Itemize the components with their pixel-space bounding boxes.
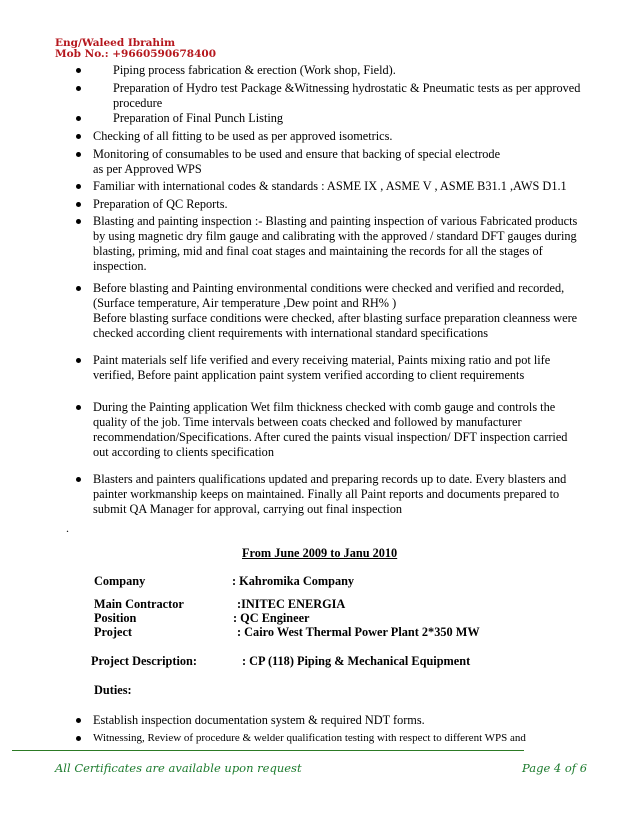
paragraph-environmental-conditions: Before blasting and Painting environmental conditions were checked and verified and recorded, (Surface temperature, Air temperature ,Dew point and RH% ) Before blasting surface conditions were checked, after blasting surface preparation cleanness were checked according client requirements with international standard specifications	[93, 281, 578, 340]
bullet-dot	[76, 358, 81, 363]
position-value: : QC Engineer	[233, 611, 310, 625]
list-item: Preparation of Hydro test Package &Witnessing hydrostatic & Pneumatic tests as per approved	[113, 81, 581, 95]
bullet-dot	[76, 134, 81, 139]
bullet-dot	[76, 184, 81, 189]
list-item-continuation: as per Approved WPS	[93, 162, 202, 176]
list-item: Witnessing, Review of procedure & welder qualification testing with respect to different WPS and	[93, 732, 526, 744]
header-name: Eng/Waleed Ibrahim	[55, 37, 176, 49]
bullet-dot	[76, 68, 81, 73]
contractor-value: :INITEC ENERGIA	[237, 597, 346, 611]
list-item: Preparation of Final Punch Listing	[113, 111, 284, 125]
project-label: Project	[94, 625, 133, 639]
bullet-dot	[76, 116, 81, 121]
bullet-dot	[76, 477, 81, 482]
bullet-dot	[76, 202, 81, 207]
list-item: Establish inspection documentation system & required NDT forms.	[93, 713, 425, 727]
duties-label: Duties:	[94, 683, 132, 697]
bullet-dot	[76, 405, 81, 410]
paragraph-painting-application: During the Painting application Wet film thickness checked with comb gauge and controls the quality of the job. Time intervals between coats checked and followed by manufacturer recommendation/Specifications. After cured the paints visual inspection/ DFT inspection carried out according to clients specification	[93, 400, 568, 459]
stray-period: .	[66, 521, 69, 535]
company-value: : Kahromika Company	[232, 574, 355, 588]
company-label: Company	[94, 574, 146, 588]
project-description-value: : CP (118) Piping & Mechanical Equipment	[242, 654, 471, 668]
project-value: : Cairo West Thermal Power Plant 2*350 MW	[237, 625, 480, 639]
bullet-dot	[76, 219, 81, 224]
header-mobile: Mob No.: +9660590678400	[55, 48, 217, 60]
paragraph-blaster-qualifications: Blasters and painters qualifications updated and preparing records up to date. Every blasters and painter workmanship keeps on maintained. Finally all Paint reports and documents prepared to submit QA Manager for approval, carrying out final inspection	[93, 472, 567, 516]
footer-rule	[12, 750, 524, 751]
employment-period: From June 2009 to Janu 2010	[242, 546, 398, 560]
list-item-continuation: procedure	[113, 96, 163, 110]
paragraph-paint-materials: Paint materials self life verified and every receiving material, Paints mixing ratio and pot life verified, Before paint application paint system verified according to client requirements	[93, 353, 551, 382]
contractor-label: Main Contractor	[94, 597, 184, 611]
bullet-dot	[76, 152, 81, 157]
list-item: Familiar with international codes & standards : ASME IX , ASME V , ASME B31.1 ,AWS D1.1	[93, 179, 567, 193]
position-label: Position	[94, 611, 137, 625]
list-item: Monitoring of consumables to be used and ensure that backing of special electrode	[93, 147, 501, 161]
bullet-dot	[76, 736, 81, 741]
list-item: Piping process fabrication & erection (Work shop, Field).	[113, 63, 396, 77]
footer-page-number: Page 4 of 6	[522, 761, 588, 775]
project-description-label: Project Description:	[91, 654, 197, 668]
list-item: Checking of all fitting to be used as per approved isometrics.	[93, 129, 393, 143]
bullet-dot	[76, 718, 81, 723]
list-item: Preparation of QC Reports.	[93, 197, 228, 211]
bullet-dot	[76, 286, 81, 291]
footer-certificates-note: All Certificates are available upon request	[55, 761, 302, 775]
paragraph-blasting-inspection: Blasting and painting inspection :- Blasting and painting inspection of various Fabricated products by using magnetic dry film gauge and calibrating with the approved / standard DFT gauges during blasting, priming, mid and final coat stages and maintaining the records for all the stages of inspection.	[93, 214, 578, 273]
bullet-dot	[76, 86, 81, 91]
